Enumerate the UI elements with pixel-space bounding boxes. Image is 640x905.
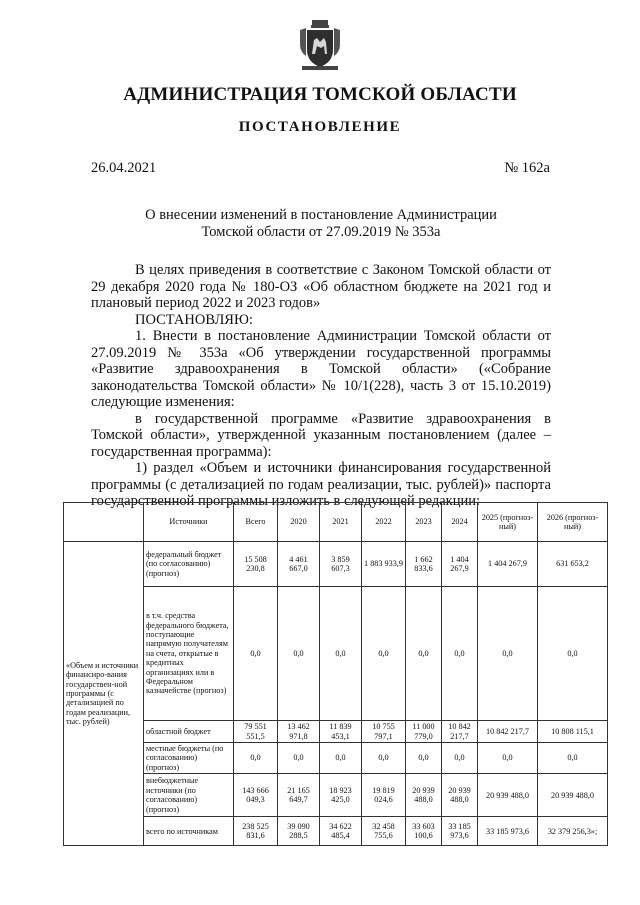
subject-line-2: Томской области от 27.09.2019 № 353а — [201, 224, 441, 240]
value-cell: 39 090 288,5 — [278, 817, 320, 846]
value-cell: 15 508 230,8 — [234, 542, 278, 587]
table-row — [64, 774, 608, 817]
document-date: 26.04.2021 — [91, 160, 157, 176]
paragraph-section-1: 1) раздел «Объем и источники финансирования государственной программы (с детализацией по годам реализации, тыс. рублей)» паспорта государственной программы изложить в следующей редакции: — [91, 460, 551, 509]
header-cell: 2024 — [442, 503, 478, 542]
header-cell: 2025 (прогноз-ный) — [478, 503, 538, 542]
value-cell: 20 939 488,0 — [538, 774, 608, 817]
source-name: внебюджетные источники (по согласованию) (прогноз) — [144, 774, 234, 817]
value-cell: 0,0 — [406, 743, 442, 774]
value-cell: 3 859 607,3 — [320, 542, 362, 587]
value-cell: 238 525 831,6 — [234, 817, 278, 846]
tomsk-coat-of-arms-icon — [297, 18, 343, 74]
header-cell: 2023 — [406, 503, 442, 542]
value-cell: 21 165 649,7 — [278, 774, 320, 817]
value-cell: 19 819 024,6 — [362, 774, 406, 817]
value-cell: 10 755 797,1 — [362, 721, 406, 743]
value-cell: 631 653,2 — [538, 542, 608, 587]
table-blank-cell — [64, 503, 144, 542]
paragraph-preamble: В целях приведения в соответствие с Законом Томской области от 29 декабря 2020 года № 180-ОЗ «Об областном бюджете на 2021 год и плановый период 2022 и 2023 годов» — [91, 262, 551, 311]
source-name: всего по источникам — [144, 817, 234, 846]
value-cell: 13 462 971,8 — [278, 721, 320, 743]
document-subject — [91, 207, 551, 241]
header-cell: 2020 — [278, 503, 320, 542]
value-cell: 0,0 — [320, 743, 362, 774]
value-cell: 10 842 217,7 — [478, 721, 538, 743]
table-row — [64, 743, 608, 774]
value-cell: 0,0 — [278, 743, 320, 774]
value-cell: 1 404 267,9 — [442, 542, 478, 587]
value-cell: 0,0 — [362, 743, 406, 774]
value-cell: 32 379 256,3»; — [538, 817, 608, 846]
value-cell: 0,0 — [442, 587, 478, 721]
value-cell: 20 939 488,0 — [478, 774, 538, 817]
value-cell: 11 000 779,0 — [406, 721, 442, 743]
header-cell: 2022 — [362, 503, 406, 542]
value-cell: 79 551 551,5 — [234, 721, 278, 743]
value-cell: 0,0 — [234, 743, 278, 774]
document-type: ПОСТАНОВЛЕНИЕ — [238, 119, 402, 135]
value-cell: 0,0 — [478, 743, 538, 774]
value-cell: 0,0 — [320, 587, 362, 721]
paragraph-program: в государственной программе «Развитие здравоохранения в Томской области», утвержденной указанным постановлением (далее – государственная программа): — [91, 410, 551, 460]
financing-table — [63, 502, 608, 846]
document-body — [91, 262, 551, 510]
value-cell: 0,0 — [538, 743, 608, 774]
table-row — [64, 721, 608, 743]
value-cell: 33 185 973,6 — [478, 817, 538, 846]
value-cell: 0,0 — [278, 587, 320, 721]
table-header-row — [64, 503, 608, 542]
value-cell: 0,0 — [538, 587, 608, 721]
value-cell: 33 185 973,6 — [442, 817, 478, 846]
table-row — [64, 587, 608, 721]
source-name: в т.ч. средства федерального бюджета, поступающие напрямую получателям на счета, открытые в кредитных организациях или в Федеральном казначействе (прогноз) — [144, 587, 234, 721]
value-cell: 1 883 933,9 — [362, 542, 406, 587]
value-cell: 33 603 100,6 — [406, 817, 442, 846]
value-cell: 34 622 485,4 — [320, 817, 362, 846]
value-cell: 0,0 — [406, 587, 442, 721]
header-cell: Всего — [234, 503, 278, 542]
financing-row-label: «Объем и источники финансиро-вания государствен-ной программы (с детализацией по годам реализации, тыс. рублей) — [64, 542, 144, 846]
source-name: федеральный бюджет (по согласованию) (прогноз) — [144, 542, 234, 587]
value-cell: 0,0 — [442, 743, 478, 774]
table-row — [64, 542, 608, 587]
value-cell: 4 461 667,0 — [278, 542, 320, 587]
value-cell: 1 404 267,9 — [478, 542, 538, 587]
value-cell: 20 939 488,0 — [406, 774, 442, 817]
source-name: местные бюджеты (по согласованию) (прогноз) — [144, 743, 234, 774]
organization-title: АДМИНИСТРАЦИЯ ТОМСКОЙ ОБЛАСТИ — [123, 84, 517, 105]
value-cell: 1 662 833,6 — [406, 542, 442, 587]
value-cell: 143 666 049,3 — [234, 774, 278, 817]
source-name: областной бюджет — [144, 721, 234, 743]
table-row — [64, 817, 608, 846]
paragraph-resolve: ПОСТАНОВЛЯЮ: — [135, 311, 253, 328]
paragraph-item-1: 1. Внести в постановление Администрации Томской области от 27.09.2019 № 353а «Об утверждении государственной программы «Развитие здравоохранения в Томской области» («Собрание законодательства Томской области» № 10/1(228), часть 3 от 15.10.2019) следующие изменения: — [91, 328, 551, 410]
value-cell: 20 939 488,0 — [442, 774, 478, 817]
header-cell: Источники — [144, 503, 234, 542]
value-cell: 10 842 217,7 — [442, 721, 478, 743]
value-cell: 18 923 425,0 — [320, 774, 362, 817]
value-cell: 11 839 453,1 — [320, 721, 362, 743]
value-cell: 10 808 115,1 — [538, 721, 608, 743]
subject-line-1: О внесении изменений в постановление Администрации — [145, 207, 497, 223]
value-cell: 0,0 — [234, 587, 278, 721]
value-cell: 0,0 — [478, 587, 538, 721]
value-cell: 0,0 — [362, 587, 406, 721]
document-number: № 162а — [504, 160, 550, 176]
header-cell: 2021 — [320, 503, 362, 542]
value-cell: 32 458 755,6 — [362, 817, 406, 846]
header-cell: 2026 (прогноз-ный) — [538, 503, 608, 542]
